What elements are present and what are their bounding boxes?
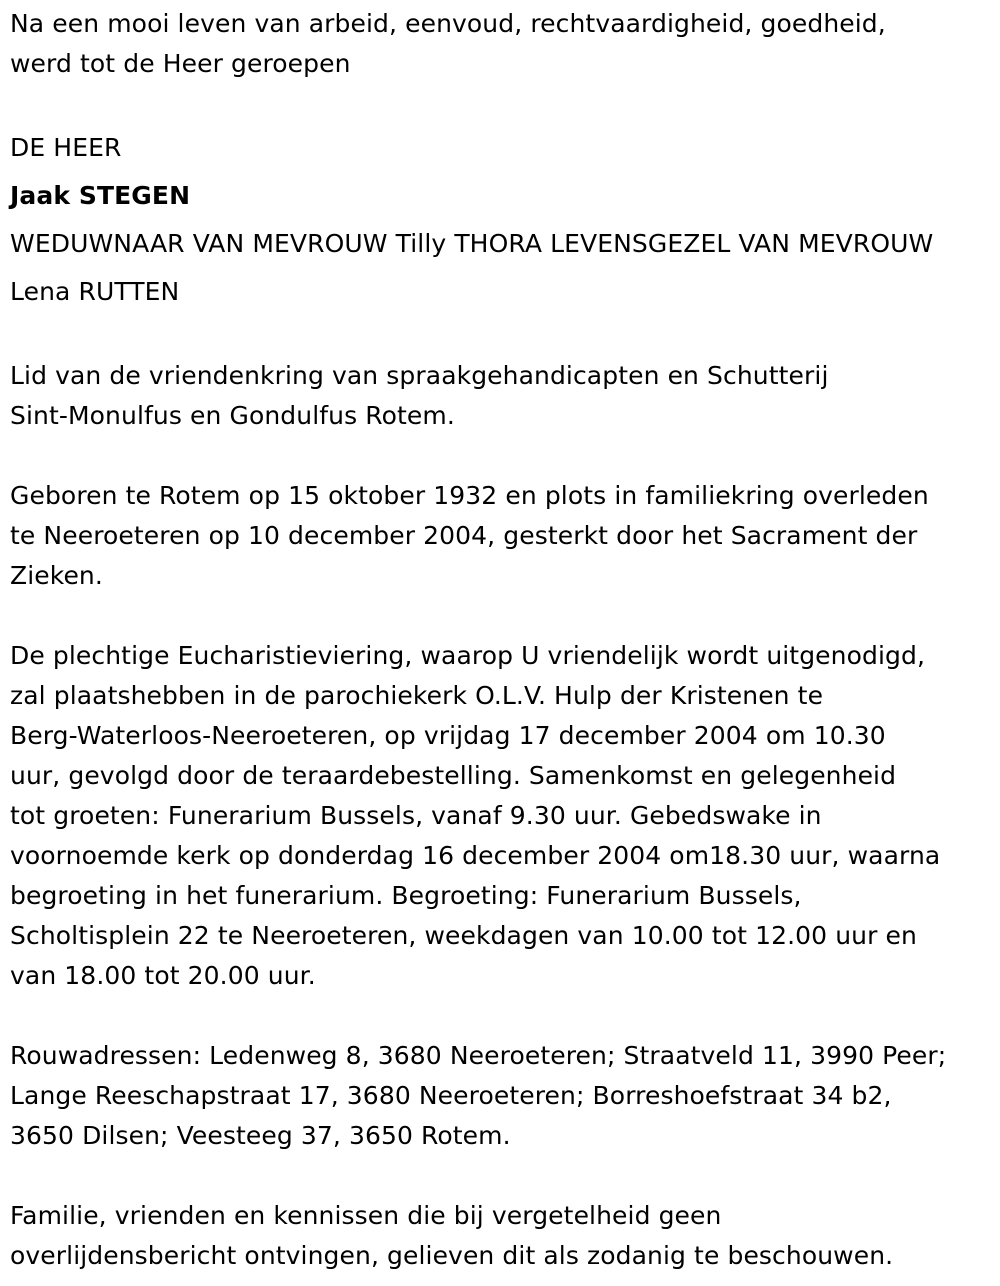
relation-line: WEDUWNAAR VAN MEVROUW Tilly THORA LEVENSGEZEL VAN MEVROUW [10,229,934,258]
membership-line: Sint-Monulfus en Gondulfus Rotem. [10,401,455,430]
birth-death-line: Geboren te Rotem op 15 oktober 1932 en plots in familiekring overleden [10,481,929,510]
ceremony-line: Berg-Waterloos-Neeroeteren, op vrijdag 17 december 2004 om 10.30 [10,721,886,750]
closing-paragraph [10,1196,990,1276]
relation-line: Lena RUTTEN [10,277,180,306]
birth-death-paragraph [10,476,990,596]
ceremony-line: Scholtisplein 22 te Neeroeteren, weekdagen van 10.00 tot 12.00 uur en [10,921,917,950]
ceremony-line: De plechtige Eucharistieviering, waarop U vriendelijk wordt uitgenodigd, [10,641,925,670]
closing-line: overlijdensbericht ontvingen, gelieven dit als zodanig te beschouwen. [10,1241,894,1270]
ceremony-line: tot groeten: Funerarium Bussels, vanaf 9.30 uur. Gebedswake in [10,801,822,830]
ceremony-line: begroeting in het funerarium. Begroeting: Funerarium Bussels, [10,881,802,910]
ceremony-line: zal plaatshebben in de parochiekerk O.L.V. Hulp der Kristenen te [10,681,824,710]
membership-paragraph [10,356,990,436]
title-label: DE HEER [10,133,122,162]
addresses-paragraph [10,1036,990,1156]
intro-paragraph [10,4,990,84]
birth-death-line: Zieken. [10,561,103,590]
ceremony-paragraph [10,636,990,996]
closing-line: Familie, vrienden en kennissen die bij vergetelheid geen [10,1201,722,1230]
ceremony-line: uur, gevolgd door de teraardebestelling. Samenkomst en gelegenheid [10,761,897,790]
addresses-line: Rouwadressen: Ledenweg 8, 3680 Neeroeteren; Straatveld 11, 3990 Peer; [10,1041,947,1070]
intro-line: werd tot de Heer geroepen [10,49,351,78]
membership-line: Lid van de vriendenkring van spraakgehandicapten en Schutterij [10,361,829,390]
addresses-line: 3650 Dilsen; Veesteeg 37, 3650 Rotem. [10,1121,511,1150]
birth-death-line: te Neeroeteren op 10 december 2004, gesterkt door het Sacrament der [10,521,918,550]
ceremony-line: voornoemde kerk op donderdag 16 december 2004 om18.30 uur, waarna [10,841,941,870]
addresses-line: Lange Reeschapstraat 17, 3680 Neeroeteren; Borreshoefstraat 34 b2, [10,1081,892,1110]
deceased-heading [10,124,990,316]
deceased-name: Jaak STEGEN [10,181,191,210]
ceremony-line: van 18.00 tot 20.00 uur. [10,961,316,990]
intro-line: Na een mooi leven van arbeid, eenvoud, rechtvaardigheid, goedheid, [10,9,886,38]
